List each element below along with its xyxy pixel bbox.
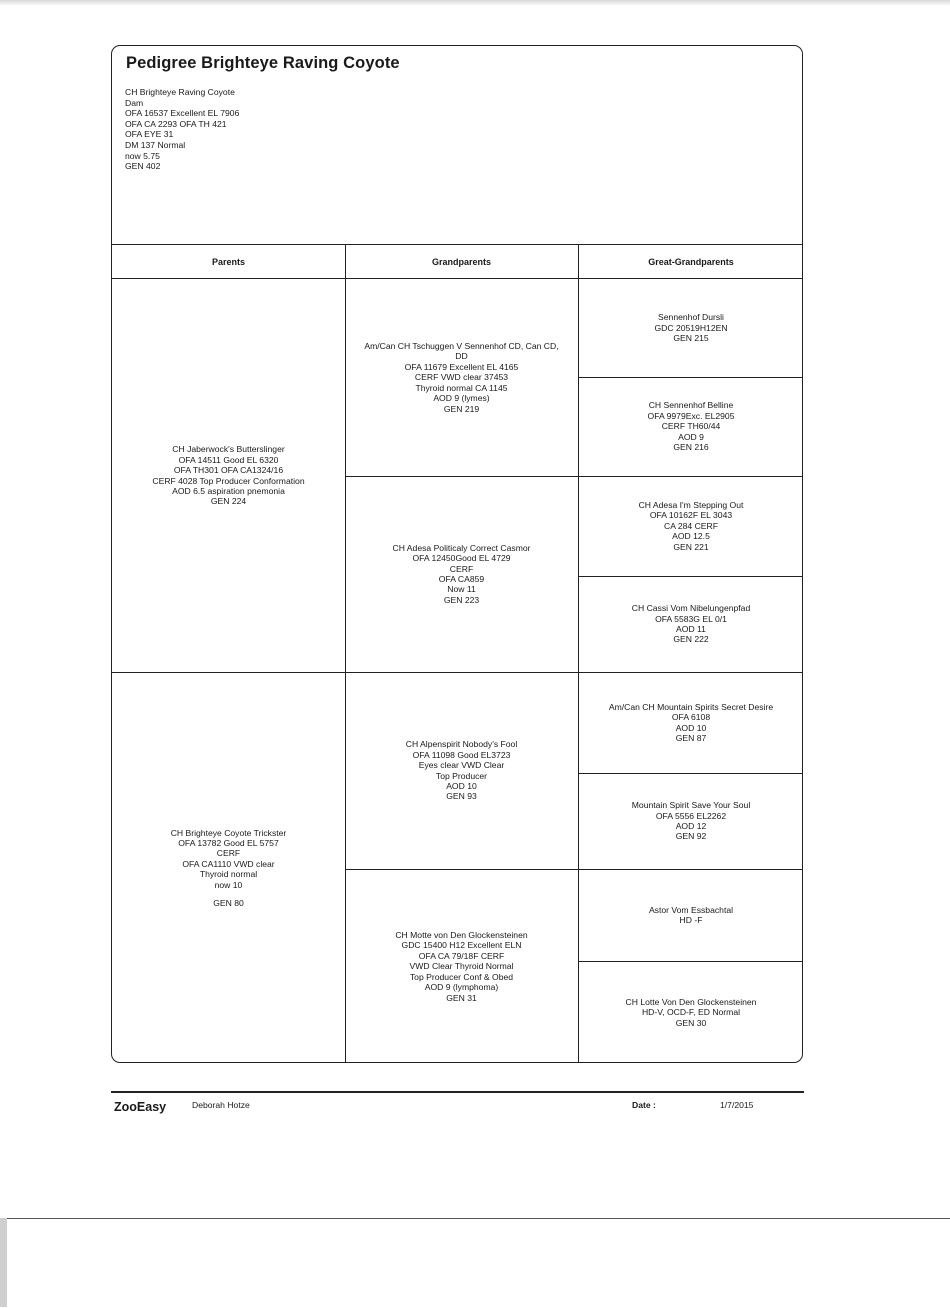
scan-bottom-edge — [0, 1218, 7, 1307]
subject-line: now 5.75 — [125, 150, 160, 161]
info-line: CERF — [216, 848, 241, 859]
pedigree-card — [111, 45, 803, 1063]
info-line: GEN 87 — [675, 732, 707, 743]
parent-info — [152, 444, 304, 506]
great-grandparent-cell-2 — [578, 377, 803, 476]
date-label: Date : — [632, 1100, 656, 1110]
info-line: OFA 9979Exc. EL2905 — [647, 410, 735, 421]
info-line: Astor Vom Essbachtal — [648, 904, 734, 915]
info-line: OFA 14511 Good EL 6320 — [178, 454, 279, 465]
info-line: GEN 215 — [673, 333, 709, 344]
scan-top-edge — [0, 0, 950, 6]
great-grandparent-info — [639, 500, 744, 552]
info-line: GEN 92 — [675, 831, 707, 842]
info-line: CH Adesa Politicaly Correct Casmor — [392, 542, 531, 553]
info-line: CERF VWD clear 37453 — [414, 372, 509, 383]
great-grandparent-info — [649, 905, 733, 926]
info-line: OFA 5583G EL 0/1 — [655, 613, 727, 624]
column-header-parents: Parents — [112, 245, 345, 279]
grandparent-info — [392, 543, 530, 605]
row-divider — [345, 476, 803, 477]
parent-info — [171, 828, 287, 909]
scan-bottom-strip — [0, 1218, 950, 1308]
info-line: CH Sennenhof Belline — [648, 400, 734, 411]
info-line: AOD 9 (lymphoma) — [424, 982, 499, 993]
grandparent-info — [395, 930, 527, 1003]
subject-line: OFA EYE 31 — [125, 129, 174, 140]
info-line: AOD 9 — [678, 431, 704, 442]
info-line: Am/Can CH Tschuggen V Sennenhof CD, Can CD, — [364, 341, 559, 352]
great-grandparent-info — [609, 702, 773, 744]
grandparent-info — [364, 341, 558, 414]
info-line: OFA CA859 — [438, 574, 485, 584]
info-line: Sennenhof Dursli — [658, 312, 724, 323]
footer-divider — [111, 1091, 804, 1093]
info-line: DD — [455, 351, 468, 362]
info-line: CH Alpenspirit Nobody's Fool — [405, 739, 518, 750]
info-line: AOD 10 — [446, 780, 477, 791]
info-line: Am/Can CH Mountain Spirits Secret Desire — [608, 701, 774, 712]
info-line: AOD 11 — [676, 624, 706, 634]
row-divider — [578, 377, 803, 378]
info-line: CH Cassi Vom Nibelungenpfad — [631, 603, 751, 614]
great-grandparent-info — [632, 603, 750, 645]
row-divider — [578, 773, 803, 774]
grandparent-cell-1 — [345, 279, 578, 476]
grandparent-info — [406, 739, 518, 801]
info-line: OFA 13782 Good EL 5757 — [178, 837, 279, 848]
info-line: GEN 216 — [673, 442, 709, 453]
info-line: AOD 10 — [675, 722, 707, 733]
info-line: GEN 30 — [675, 1017, 707, 1028]
row-divider — [112, 672, 803, 673]
great-grandparent-cell-5 — [578, 672, 803, 773]
info-line: GDC 15400 H12 Excellent ELN — [401, 940, 522, 951]
info-line: CH Motte von Den Glockensteinen — [395, 930, 528, 941]
info-line: GEN 221 — [673, 541, 709, 552]
info-line: now 10 — [214, 879, 243, 890]
column-divider — [578, 245, 579, 1063]
subject-line: Dam — [125, 97, 144, 108]
great-grandparent-cell-4 — [578, 576, 803, 672]
subject-info — [125, 87, 239, 172]
info-line: GEN 80 — [213, 898, 244, 909]
subject-line: OFA CA 2293 OFA TH 421 — [125, 118, 227, 129]
info-line: Now 11 — [447, 584, 476, 595]
great-grandparent-cell-1 — [578, 279, 803, 377]
info-line: Eyes clear VWD Clear — [418, 760, 505, 771]
info-line: CA 284 CERF — [664, 520, 718, 531]
info-line: GEN 222 — [673, 634, 709, 645]
info-line: OFA 12450Good EL 4729 — [412, 553, 511, 564]
info-line: AOD 9 (lymes) — [433, 393, 490, 404]
info-line: GEN 31 — [446, 992, 477, 1003]
info-line: Top Producer — [435, 770, 488, 781]
info-line: AOD 12 — [675, 821, 707, 831]
subject-line: GEN 402 — [125, 161, 161, 172]
date-value: 1/7/2015 — [720, 1100, 754, 1110]
info-line: OFA CA1110 VWD clear — [182, 858, 275, 869]
pedigree-header — [112, 46, 802, 245]
info-line: VWD Clear Thyroid Normal — [409, 961, 514, 972]
row-divider — [578, 961, 803, 962]
info-line: GEN 93 — [446, 791, 477, 802]
info-spacer — [171, 890, 287, 898]
great-grandparent-info — [648, 400, 735, 452]
brand-name: ZooEasy — [114, 1100, 167, 1114]
info-line: CH Lotte Von Den Glockensteinen — [625, 996, 757, 1007]
great-grandparent-cell-7 — [578, 869, 803, 961]
info-line: Top Producer Conf & Obed — [409, 971, 514, 982]
great-grandparent-info — [626, 997, 757, 1028]
great-grandparent-info — [654, 312, 727, 343]
grandparent-cell-3 — [345, 672, 578, 869]
info-line: Thyroid normal CA 1145 — [415, 382, 508, 393]
info-line: GEN 223 — [443, 594, 480, 605]
info-line: Thyroid normal — [199, 869, 258, 880]
subject-line: DM 137 Normal — [125, 139, 186, 150]
column-header-great-grandparents: Great-Grandparents — [578, 245, 803, 279]
info-line: OFA 5556 EL2262 — [655, 810, 727, 821]
page-title: Pedigree Brighteye Raving Coyote — [126, 54, 400, 72]
owner-name: Deborah Hotze — [192, 1100, 250, 1110]
parent-cell-dam — [112, 672, 345, 1063]
column-header-grandparents: Grandparents — [345, 245, 578, 279]
subject-line: CH Brighteye Raving Coyote — [125, 87, 235, 97]
info-line: OFA TH301 OFA CA1324/16 — [173, 465, 284, 476]
great-grandparent-info — [632, 800, 750, 842]
info-line: OFA CA 79/18F CERF — [418, 950, 505, 961]
info-line: HD -F — [679, 915, 703, 925]
row-divider — [345, 869, 803, 870]
grandparent-cell-4 — [345, 869, 578, 1063]
grandparent-cell-2 — [345, 476, 578, 672]
info-line: CH Adesa I'm Stepping Out — [638, 499, 744, 510]
info-line: GDC 20519H12EN — [654, 322, 728, 333]
info-line: Mountain Spirit Save Your Soul — [631, 800, 751, 811]
great-grandparent-cell-8 — [578, 961, 803, 1063]
great-grandparent-cell-6 — [578, 773, 803, 869]
parent-cell-sire — [112, 279, 345, 672]
info-line: OFA 11098 Good EL3723 — [412, 749, 511, 760]
row-divider — [578, 576, 803, 577]
info-line: OFA 11679 Excellent EL 4165 — [404, 361, 519, 372]
info-line: CERF — [449, 563, 474, 574]
info-line: HD-V, OCD-F, ED Normal — [641, 1007, 741, 1018]
info-line: CH Jaberwock's Butterslinger — [172, 444, 285, 455]
info-line: AOD 12.5 — [672, 531, 710, 542]
subject-line: OFA 16537 Excellent EL 7906 — [125, 108, 240, 119]
great-grandparent-cell-3 — [578, 476, 803, 576]
info-line: CERF 4028 Top Producer Conformation — [152, 475, 305, 486]
info-line: OFA 6108 — [671, 712, 711, 723]
column-divider — [345, 245, 346, 1063]
info-line: CH Brighteye Coyote Trickster — [170, 827, 287, 838]
info-line: OFA 10162F EL 3043 — [649, 510, 733, 521]
info-line: CERF TH60/44 — [661, 421, 721, 432]
info-line: GEN 219 — [443, 403, 480, 414]
info-line: GEN 224 — [210, 496, 247, 507]
info-line: AOD 6.5 aspiration pnemonia — [172, 485, 285, 496]
